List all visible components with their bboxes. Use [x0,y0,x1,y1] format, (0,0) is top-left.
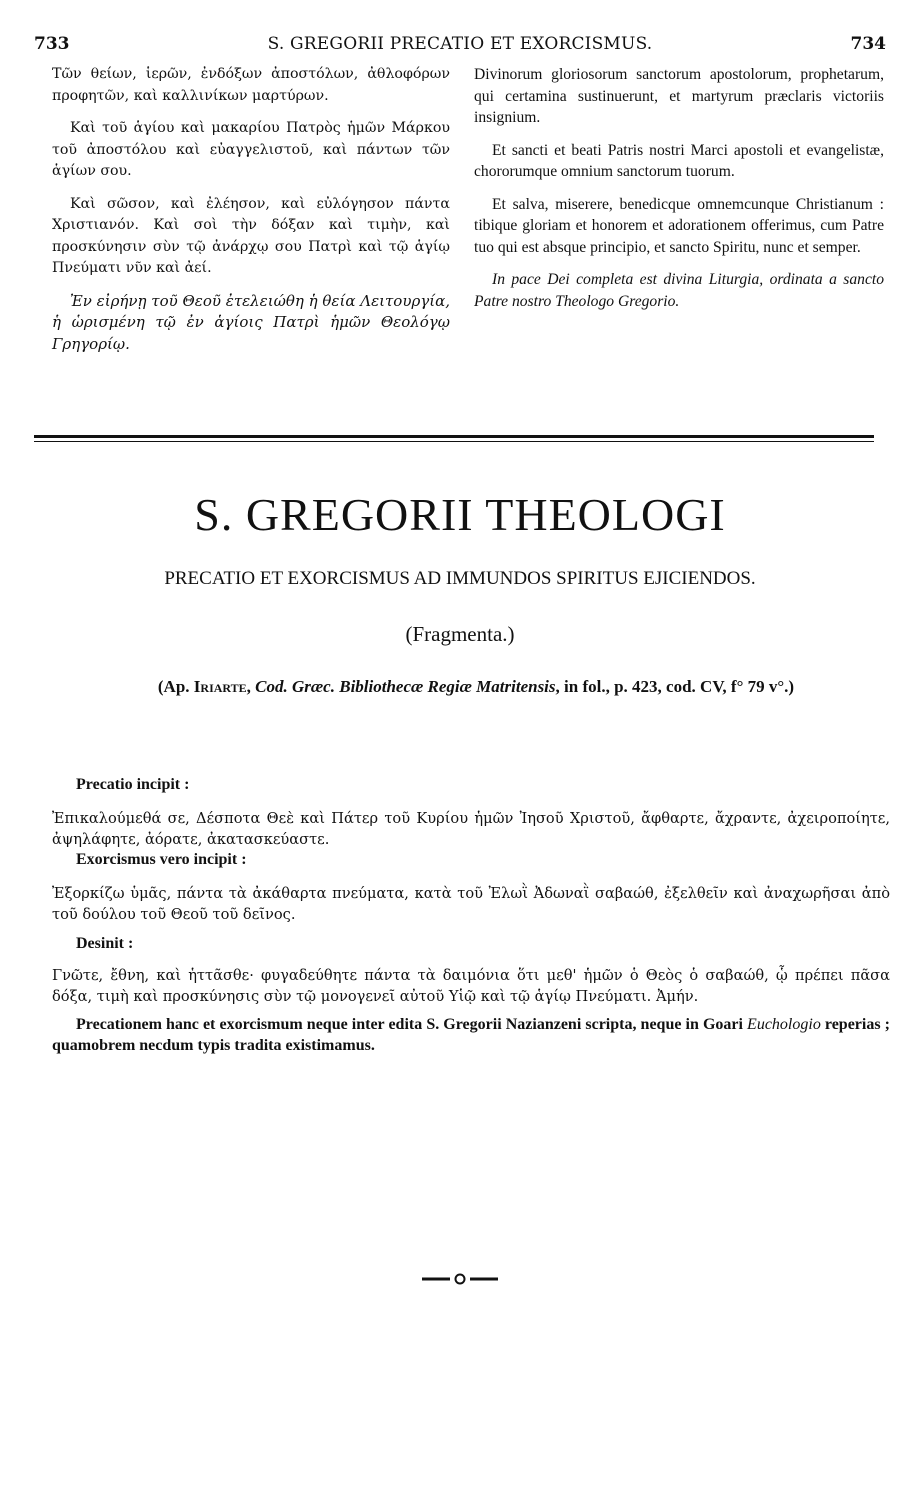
editorial-note-c: reperias ; quamobrem necdum typis tradita existimamus. [52,1016,890,1054]
desinit-text: Γνῶτε, ἔθνη, καὶ ἡττᾶσθε· φυγαδεύθητε πάντα τὰ δαιμόνια ὅτι μεθ' ἡμῶν ὁ Θεὸς ὁ σαβαώθ, ᾧ πρέπει πᾶσα δόξα, τιμὴ καὶ προσκύνησις σὺν τῷ μονογενεῖ αὐτοῦ Υἱῷ καὶ τῷ ἁγίῳ Πνεύματι. Ἀμήν. [52,967,890,1005]
running-header [34,34,886,60]
source-open: (Ap. [157,677,194,696]
desinit-label: Desinit : [76,935,134,952]
exorcismus-text: Ἐξορκίζω ὑμᾶς, πάντα τὰ ἀκάθαρτα πνεύματα, κατὰ τοῦ Ἐλωῒ Ἀδωναῒ σαβαώθ, ἐξελθεῖν καὶ ἀναχωρῆσαι ἀπὸ τοῦ δούλου τοῦ Θεοῦ τοῦ δεῖνος. [52,885,890,923]
incipit-label: Precatio incipit : [76,776,190,793]
separator-rule-thick [34,435,874,438]
greek-paragraph-4: Ἐν εἰρήνῃ τοῦ Θεοῦ ἐτελειώθη ἡ θεία Λειτουργία, ἡ ὡρισμένη τῷ ἐν ἁγίοις Πατρὶ ἡμῶν Θεολόγῳ Γρηγορίῳ. [52,291,451,353]
source-rest: , in fol., p. 423, cod. CV, f° 79 v°.) [555,677,795,696]
latin-paragraph-2: Et sancti et beati Patris nostri Marci apostoli et evangelistæ, chororumque omnium sanctorum tuorum. [474,141,884,180]
editorial-note [52,1014,890,1056]
exorcismus-label: Exorcismus vero incipit : [76,851,247,868]
source-work: Cod. Græc. Bibliothecæ Regiæ Matritensis [255,677,556,696]
latin-paragraph-1: Divinorum gloriosorum sanctorum apostolorum, prophetarum, qui certamina sustinuerunt, et martyrum præclaris victoriis insignium. [474,66,884,126]
source-citation [86,677,866,697]
running-title: S. GREGORII PRECATIO ET EXORCISMUS. [267,34,653,54]
editorial-note-euchologio: Euchologio [747,1016,821,1033]
latin-paragraph-4: In pace Dei completa est divina Liturgia, ordinata a sancto Patre nostro Theologo Gregorio. [474,271,884,310]
page-number-left: 733 [34,34,70,54]
greek-column [52,64,450,366]
editorial-note-a: Precationem hanc et exorcismum neque inter edita S. Gregorii Nazianzeni scripta, neque in Goari [76,1016,748,1033]
incipit-text: Ἐπικαλούμεθά σε, Δέσποτα Θεὲ καὶ Πάτερ τοῦ Κυρίου ἡμῶν Ἰησοῦ Χριστοῦ, ἄφθαρτε, ἄχραντε, ἀχειροποίητε, ἀψηλάφητε, ἀόρατε, ἀκατασκεύαστε. [52,810,890,848]
greek-paragraph-3: Καὶ σῶσον, καὶ ἐλέησον, καὶ εὐλόγησον πάντα Χριστιανόν. Καὶ σοὶ τὴν δόξαν καὶ τιμὴν, καὶ προσκύνησιν σὺν τῷ ἀνάρχῳ σου Πατρὶ καὶ τῷ ἁγίῳ Πνεύματι νῦν καὶ ἀεί. [52,195,450,276]
greek-paragraph-2: Καὶ τοῦ ἁγίου καὶ μακαρίου Πατρὸς ἡμῶν Μάρκου τοῦ ἀποστόλου καὶ εὐαγγελιστοῦ, καὶ πάντων τῶν ἁγίων σου. [52,120,450,179]
page-number-right: 734 [850,34,886,54]
latin-column [474,64,884,323]
fragmenta-note: (Fragmenta.) [405,622,515,646]
source-sep: , [246,677,256,696]
separator-rule-thin [34,441,874,442]
source-author: Iriarte [193,677,247,696]
main-title: S. GREGORII THEOLOGI [194,489,726,540]
ornament-icon [420,1272,500,1286]
subtitle: PRECATIO ET EXORCISMUS AD IMMUNDOS SPIRITUS EJICIENDOS. [164,568,756,589]
latin-paragraph-3: Et salva, miserere, benedicque omnemcunque Christianum : tibique gloriam et honorem et adorationem offerimus, cum Patre tuo qui est absque principio, et sancto Spiritu, nunc et semper. [474,195,884,256]
greek-paragraph-1: Τῶν θείων, ἱερῶν, ἐνδόξων ἀποστόλων, ἀθλοφόρων προφητῶν, καὶ καλλινίκων μαρτύρων. [52,66,450,104]
